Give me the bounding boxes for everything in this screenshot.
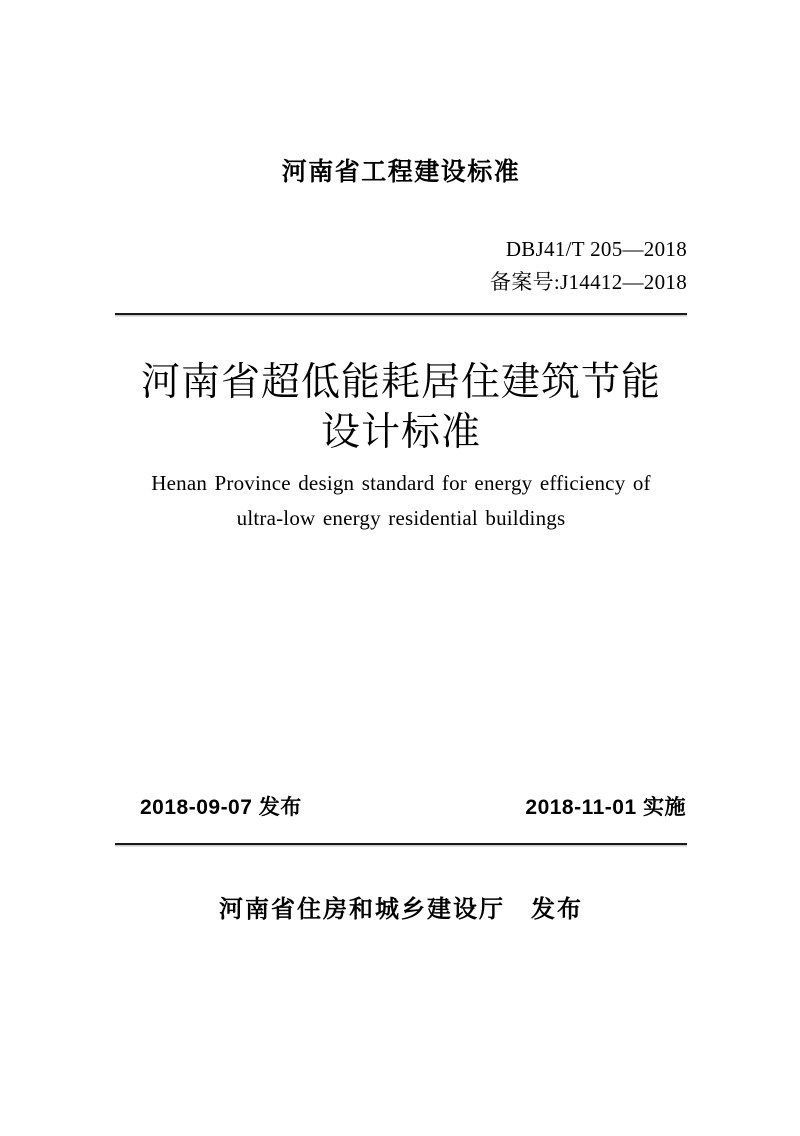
filing-number: 备案号:J14412—2018 — [489, 270, 687, 294]
effective-date: 2018-11-01 实施 — [525, 796, 686, 819]
page-subtitle-english — [115, 466, 687, 536]
page-subtitle-line-1: Henan Province design standard for energy efficiency of — [151, 471, 651, 495]
series-title: 河南省工程建设标准 — [281, 158, 521, 186]
divider-top — [115, 313, 687, 315]
page-title-line-2: 设计标准 — [320, 411, 481, 454]
page-title — [115, 358, 687, 458]
page-title-line-1: 河南省超低能耗居住建筑节能 — [140, 361, 661, 404]
divider-bottom — [115, 843, 687, 845]
page-subtitle-line-2: ultra-low energy residential buildings — [236, 506, 566, 530]
dates-row — [115, 793, 687, 823]
standard-code-block — [115, 233, 687, 299]
publisher-line: 河南省住房和城乡建设厅 发布 — [219, 896, 583, 923]
issue-date: 2018-09-07 发布 — [140, 796, 302, 819]
standard-designation: DBJ41/T 205—2018 — [505, 237, 687, 261]
